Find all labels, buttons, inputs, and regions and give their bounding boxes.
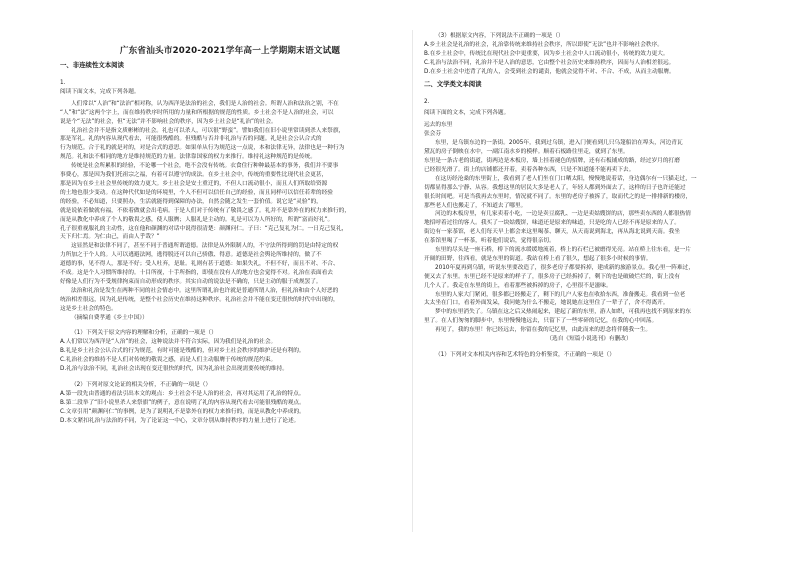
text-line: 几个人了。我走在东里的街上，看着那些被拆掉的房子，心里很不是滋味。 xyxy=(424,282,612,289)
text-line: 说是个“无法”的社会，但“无法”并不影响社会的秩序，因为乡土社会是“礼治”的社会。 xyxy=(60,118,277,125)
text-line: 阅读下面文本，完成下列各题。 xyxy=(60,88,140,95)
right-column-text xyxy=(424,32,754,360)
text-line: B.礼是乡土社会公认合式的行为规范，有时可能是残酷的，但对乡土社会秩序的维护还是有利的。 xyxy=(60,348,305,355)
text-line: 1. xyxy=(60,80,66,86)
text-line: 的土地也很少变动。在这种代代如是的环境里，个人不但可以信任自己的经验，而且同样可以信任若辈的经验 xyxy=(60,189,333,196)
text-line: 道德的事，见不得人，那是不好；受人吐弃，是耻。礼则有甚于道德：如果失礼，不但不好，而且不对、不合、 xyxy=(60,261,339,268)
text-line: A.乡土社会是礼治的社会，礼治靠传统来维持社会秩序，所以即使“无法”也并不影响社会秩序。 xyxy=(424,41,663,48)
text-line: 张会芬 xyxy=(424,131,442,138)
text-line: 孔子很重视服礼的主动性，这在他和颜渊的对话中说得很清楚：颜渊问仁。子曰：“克己复礼为仁。一日克己复礼， xyxy=(60,225,348,232)
text-line: 那是因为在乡土社会里传统的效力更大。乡土社会是安土重迁的，不但人口流动很小，而且人们所取给资源 xyxy=(60,180,328,187)
paragraph-line: （1）下列对文本相关内容和艺术特色的分析鉴赏，不正确的一项是（） xyxy=(435,352,615,358)
paragraph-line: 东里，是乌镇东边的一条街。2005年，我到过乌镇，进入门便看到几只乌篷船泊在埠头，河边青瓦 xyxy=(435,140,683,147)
spacer xyxy=(60,72,400,79)
text-line: 规范。礼和法不相同的地方是维持规范的力量。法律靠国家的权力来推行。维持礼这种规范的是传统。 xyxy=(60,154,316,161)
text-line: 远去的东里 xyxy=(424,122,453,129)
text-line: 2. xyxy=(424,98,430,105)
text-line: 行为规范。合于礼的就是对的，对是合式的意思。如果单从行为规范这一点说，本和法律无异，法律也是一种行为 xyxy=(60,145,345,152)
page-title: 广东省汕头市2020-2021学年高一上学期期末语文试题 xyxy=(119,46,341,56)
text-line: A.第一段先由普通的看法引出本文的观点：乡土社会不是人治的社会，再对其运用了礼治的特点。 xyxy=(60,390,305,397)
text-line: 已经很光滑了。街上的店铺都还开着，卖着各种东西，只是不知道能不能再卖下去。 xyxy=(424,166,635,173)
text-line: B.在乡土社会中，传统比在现代社会中更重要，因为乡土社会中人口流动很小，传统的效力更大。 xyxy=(424,50,669,57)
text-line: 东里是一条古老的街道，街两边是木板房，墙上挂着褪色的招牌，还有石板铺成的路，经过岁月的打磨 xyxy=(424,157,680,164)
text-line: 阅读下面的文本，完成下列各题。 xyxy=(424,110,510,117)
text-line: 好像是人们行为不受规律拘束而自动形成的秩序。其实自动的说法是不确的，只是主动的服于成规罢了。 xyxy=(60,278,322,285)
text-line: 开阔的田野，往西看，就是东里的街道。我站在桥上看了很久，想起了很多小时候的事情。 xyxy=(424,255,652,262)
text-line: D.礼治与法治不同，礼治社会出现在变迁很快的时代，因为礼治社会出现需要传统的维持。 xyxy=(60,366,288,373)
text-line: 在茶馆里喝了一杯茶，听着他们说话，觉得很亲切。 xyxy=(424,238,555,245)
spacer xyxy=(424,91,754,98)
paragraph-line: 梦中的东里消失了。乌镇在这之后又热闹起来，建起了新的东里，游人如织，可我再也找不到原来的东 xyxy=(435,309,691,316)
text-line: 的经验，不必知道，只要照办，生活就能得到保障的办法，自然会随之发生一套价值。说它是“灵验”的， xyxy=(60,198,322,205)
paragraph-line: 人们常以“人治”和“法治”相对称，认为西洋是法治的社会，我们是人治的社会。所谓人治和法治之别，不在 xyxy=(71,100,339,107)
text-line: 这是乡土社会的特色。 xyxy=(60,305,117,312)
paragraph-line: 礼治社会并不是指文质彬彬的社会。礼也可以杀人，可以很“野蛮”。譬如我们在旧小说里常读到杀人来祭旗， xyxy=(71,127,345,134)
paragraph-line: 2010年夏再到乌镇，听说东里要改造了，很多老房子都要拆掉，建成新的旅游景点。我心里一阵难过， xyxy=(435,264,695,271)
paragraph-line: 东里的人家大门紧闭，很多都已经搬走了，剩下的几户人家也在收拾东西，准备搬走。我看到一位老 xyxy=(435,291,686,298)
text-line: 便又去了东里。东里已经不是原来的样子了，很多房子已经拆掉了，剩下的也是破破烂烂的，街上没有 xyxy=(424,273,680,280)
paragraph-line: 这显然是和法律不同了，甚至不同于普通所谓道德。法律是从外限制人的，不守法所得到的罚是由特定的权 xyxy=(71,243,339,250)
text-line: A.人们常以为西洋是“人治”的社会，这种说法并不符合实际，因为我们是礼治的社会。 xyxy=(60,339,277,346)
text-line: 街边有一家茶馆，老人们每天早上都会来这里喝茶、聊天，从天南说到海北，再从海北说到天南。我坐 xyxy=(424,229,680,236)
paragraph-line: 法治和礼治是发生在两种不同的社会情态中。这里所谓礼治也许就是普通所谓人治，但礼治和由个人好恶的 xyxy=(71,287,339,294)
text-line: 统治相差很远，因为礼是传统，是整个社会历史在维持这种秩序。礼治社会并不能在变迁很快的时代中出现的， xyxy=(60,296,339,303)
text-line: 里了。在人们匆匆的脚步中，东里慢慢地远去，只留下了一些零碎的记忆，在我的心中回荡。 xyxy=(424,318,658,325)
section-heading: 一、非连续性文本阅读 xyxy=(60,61,124,69)
text-line: 就是说依着做就有福，不依着做就会出毛病。于是人们对于传统有了敬畏之感了。礼并不是靠外在的权力来推行的， xyxy=(60,207,351,214)
text-line: 力所加之于个人的。人可以逃避法网，逃得脱还可以自己骄傲、得意。道德是社会舆论所维持的，做了不 xyxy=(60,252,322,259)
text-line: 黛瓦的房子倒映在水中，一副江南水乡的模样。顺着石板路往里走，就到了东里。 xyxy=(424,149,629,156)
text-line: 很长时间吧。可是当我再去东里时，情况就不同了。东里的老房子被拆了，取而代之的是一排排新的楼房， xyxy=(424,193,692,200)
text-line: D.本文紧扣礼治与法治的不同，为了论证这一中心，文章分别从维持秩序的力量上进行了论述。 xyxy=(60,417,300,424)
spacer xyxy=(424,344,754,351)
paragraph-line: （2）下列对原文论证的相关分析，不正确的一项是（） xyxy=(71,382,212,388)
paragraph-line: （摘编自费孝通《乡土中国》） xyxy=(71,314,148,321)
text-line: 而是从教化中养成了个人的敬畏之感，使人服膺；人服礼是主动的。礼是可以为人所好的，所谓“富而好礼”。 xyxy=(60,216,334,223)
paragraph-line: （1）下列关于原文内容的理解和分析，正确的一项是（） xyxy=(71,330,217,337)
paragraph-line: 在这历经沧桑的东里街上，我看到了老人们坐在门口晒太阳，慢慢地说着话，身边偶尔有一只猫走过，一 xyxy=(435,175,697,182)
text-line: 切都显得那么宁静、从容。我想这里的居民大多是老人了，年轻人都到外面去了，这样的日子也许还能过 xyxy=(424,184,686,191)
spacer xyxy=(60,374,400,381)
text-line: “人”和“法”这两个字上，而在维持秩序时所用的力量和所根据的规范的性质。乡土社会不是人治的社会，可以 xyxy=(60,109,334,116)
text-line: C.文章引用“颜渊问仁”的事例，是为了说明礼不是靠外在的权力来推行的，而是从教化中养成的。 xyxy=(60,408,305,415)
source-line: （选自《短篇小说选刊》有删改） xyxy=(546,336,632,343)
text-line: 那是军礼。礼的内容从现代看去，可能很残酷的。但残酷与否并非礼治与否的问题。礼是社会公认合式的 xyxy=(60,136,322,143)
text-line: 地招呼着过往的客人。我买了一块姑嫂饼，味道还是原来的味道，只是吃的人已经不再是原来的人了。 xyxy=(424,220,680,227)
paragraph-line: （3）根据原文内容，下列说法不正确的一项是（） xyxy=(435,33,564,39)
text-line: C.礼治社会的维持不是人们对传统的敬畏之感，而是人们主动服膺于传统的规范约束。 xyxy=(60,357,277,364)
text-line: D.在乡土社会中违背了礼的人，会受到社会的谴责，他就会觉得不对、不合、不成，从而主动服膺。 xyxy=(424,68,675,75)
text-line: B.第二段举了“旧小说里杀人来祭旗”的例子，意在说明了礼的内容从现代看去可能很残酷的观点。 xyxy=(60,399,305,406)
right-column xyxy=(424,32,754,360)
text-line: 事费心，那是因为我们托祖宗之福，有着可以遵守的成法。在乡土社会中，传统的重要性比现代社会更甚， xyxy=(60,172,328,179)
text-line: 太太坐在门口，看着外面发呆，我问她为什么不搬走，她说她在这里住了一辈子了，舍不得离开。 xyxy=(424,300,669,307)
paragraph-line: 河边的木板房里，有几家卖着小吃，一边是卖豆腐乳、一边是卖姑嫂饼的店，那些卖东西的人都很热情 xyxy=(435,211,691,218)
spacer xyxy=(60,322,400,329)
column-divider xyxy=(412,30,413,532)
text-line: 天下归仁焉。为仁由己，而由人乎哉？” xyxy=(60,234,160,241)
paragraph-line: 再见了，我的东里！你已经远去，你留在我的记忆里，由此而来的思念将伴随我一生。 xyxy=(435,327,652,334)
text-line: 那些老人们也搬走了，不知道去了哪里。 xyxy=(424,202,527,209)
text-line: 不成。这是个人习惯所维持的。十目所视，十手所指的，即使在没有人的地方也会觉得不对。礼治在表面看去 xyxy=(60,270,333,277)
left-column xyxy=(60,22,400,426)
paragraph-line: 传统是社会所累积的经验，不论哪一个社会，绝不会没有传统。衣食住行种种最基本的事务，我们并不要事 xyxy=(71,163,339,170)
section-heading: 二、文学类文本阅读 xyxy=(424,79,482,88)
paragraph-line: 东里的尽头是一座石桥，桥下的流水缓缓地流着，桥上的石栏已被磨得光亮。站在桥上往东看，是一片 xyxy=(435,247,691,254)
left-column-text xyxy=(60,60,400,426)
text-line: C.礼治与法治不同，礼治并不是人治的意思，它由整个社会历史来维持秩序，因而与人治相差很远。 xyxy=(424,59,675,66)
